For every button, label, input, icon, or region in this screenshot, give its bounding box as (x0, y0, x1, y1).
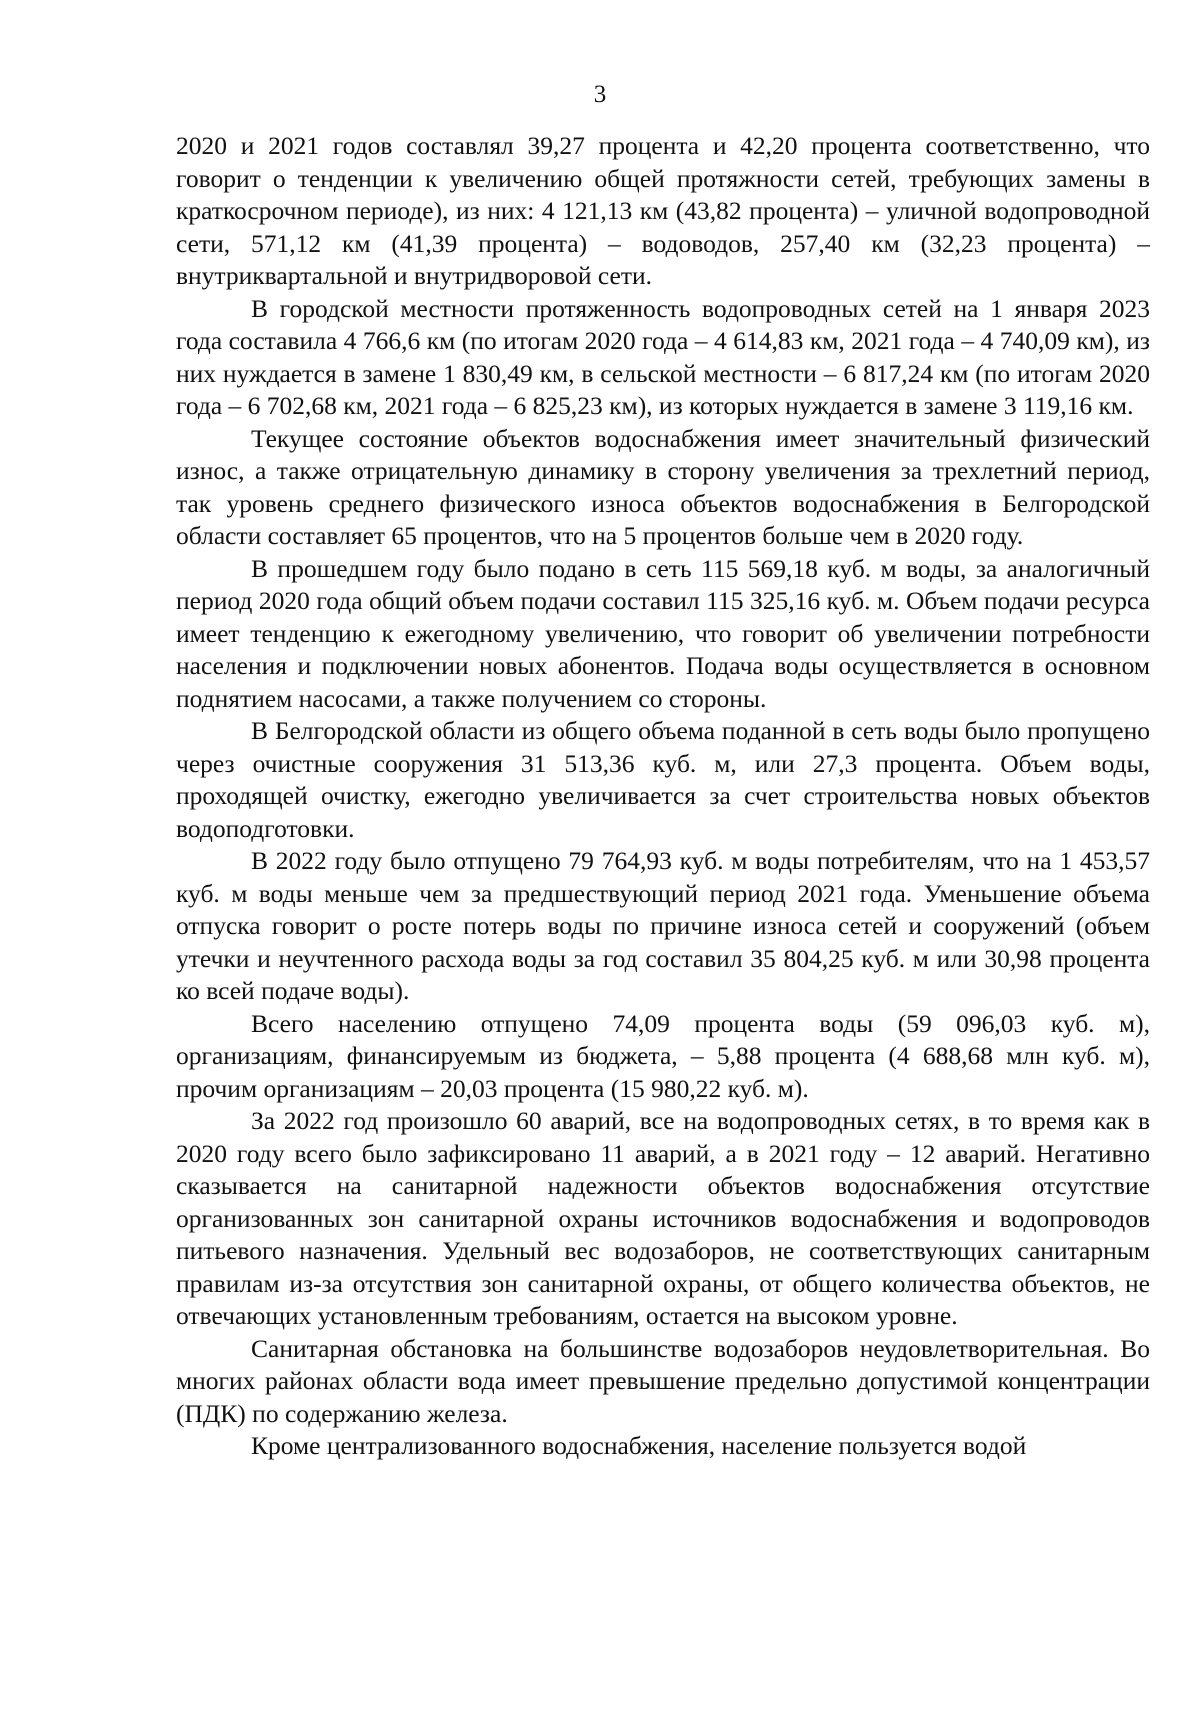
paragraph-accidents: За 2022 год произошло 60 аварий, все на водопроводных сетях, в то время как в 2020 году всего было зафиксировано 11 аварий, а в 2021 году – 12 аварий. Негативно сказывается на санитарной надежности объектов водоснабжения отсутствие организованных зон санитарной охраны источников водоснабжения и водопроводов питьевого назначения. Удельный вес водозаборов, не соответствующих санитарным правилам из-за отсутствия зон санитарной охраны, от общего количества объектов, не отвечающих установленным требованиям, остается на высоком уровне. (176, 1106, 1150, 1330)
page-number: 3 (593, 81, 607, 108)
paragraph-sanitary: Санитарная обстановка на большинстве водозаборов неудовлетворительная. Во многих районах области вода имеет превышение предельно допустимой концентрации (ПДК) по содержанию железа. (176, 1333, 1150, 1428)
paragraph-water-released: В 2022 году было отпущено 79 764,93 куб. м воды потребителям, что на 1 453,57 куб. м воды меньше чем за предшествующий период 2021 года. Уменьшение объема отпуска говорит о росте потерь воды по причине износа сетей и сооружений (объем утечки и неучтенного расхода воды за год составил 35 804,25 куб. м или 30,98 процента ко всей подаче воды). (176, 846, 1150, 1005)
paragraph-consumer-share: Всего населению отпущено 74,09 процента воды (59 096,03 куб. м), организациям, финансируемым из бюджета, – 5,88 процента (4 688,68 млн куб. м), прочим организациям – 20,03 процента (15 980,22 куб. м). (176, 1008, 1150, 1103)
paragraph-physical-wear: Текущее состояние объектов водоснабжения имеет значительный физический износ, а также отрицательную динамику в сторону увеличения за трехлетний период, так уровень среднего физического износа объектов водоснабжения в Белгородской области составляет 65 процентов, что на 5 процентов больше чем в 2020 году. (176, 423, 1150, 550)
document-body (176, 130, 1150, 1463)
paragraph-decentralized: Кроме централизованного водоснабжения, население пользуется водой (251, 1431, 1027, 1460)
paragraph-water-supply-volume: В прошедшем году было подано в сеть 115 569,18 куб. м воды, за аналогичный период 2020 года общий объем подачи составил 115 325,16 куб. м. Объем подачи ресурса имеет тенденцию к ежегодному увеличению, что говорит об увеличении потребности населения и подключении новых абонентов. Подача воды осуществляется в основном поднятием насосами, а также получением со стороны. (176, 553, 1150, 713)
paragraph-treatment: В Белгородской области из общего объема поданной в сеть воды было пропущено через очистные сооружения 31 513,36 куб. м, или 27,3 процента. Объем воды, проходящей очистку, ежегодно увеличивается за счет строительства новых объектов водоподготовки. (176, 716, 1150, 843)
paragraph-continuation: 2020 и 2021 годов составлял 39,27 процента и 42,20 процента соответственно, что говорит о тенденции к увеличению общей протяжности сетей, требующих замены в краткосрочном периоде), из них: 4 121,13 км (43,82 процента) – уличной водопроводной сети, 571,12 км (41,39 процента) – водоводов, 257,40 км (32,23 процента) – внутриквартальной и внутридворовой сети. (176, 131, 1150, 290)
paragraph-urban-rural-networks: В городской местности протяженность водопроводных сетей на 1 января 2023 года составила 4 766,6 км (по итогам 2020 года – 4 614,83 км, 2021 года – 4 740,09 км), из них нуждается в замене 1 830,49 км, в сельской местности – 6 817,24 км (по итогам 2020 года – 6 702,68 км, 2021 года – 6 825,23 км), из которых нуждается в замене 3 119,16 км. (176, 293, 1150, 420)
